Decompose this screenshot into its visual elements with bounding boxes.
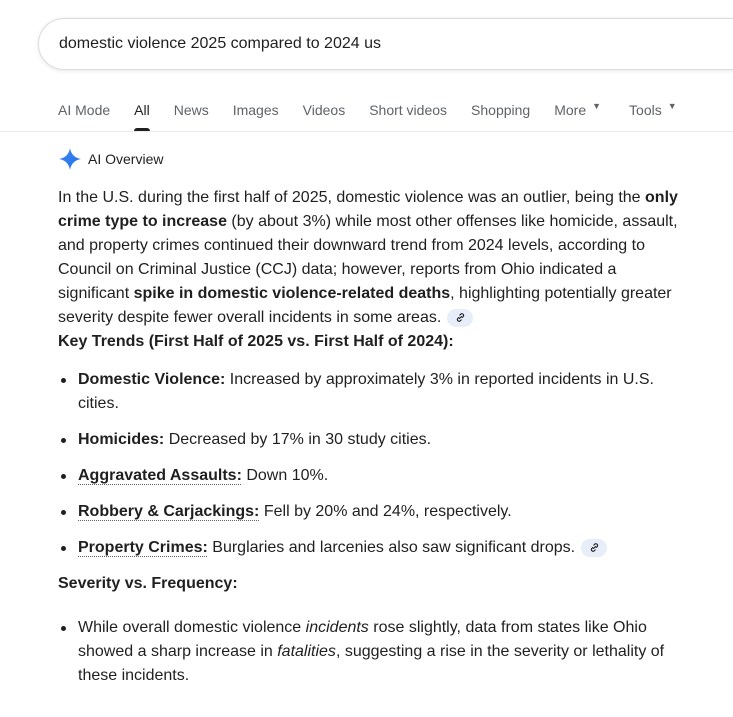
caret-down-icon: ▼: [592, 101, 602, 111]
list-item: [78, 536, 690, 560]
trend-text: Decreased by 17% in 30 study cities.: [164, 431, 432, 448]
trend-term: Homicides:: [78, 431, 165, 448]
link-icon: [455, 312, 466, 323]
tab-ai-mode[interactable]: AI Mode: [58, 102, 111, 118]
tab-short-videos[interactable]: Short videos: [369, 102, 448, 118]
tab-images[interactable]: Images: [232, 102, 279, 118]
list-item: While overall domestic violence incidents rose slightly, data from states like Ohio showed a sharp increase in fatalities, suggesting a rise in the severity or lethality of these incidents.: [78, 616, 690, 688]
source-link-chip[interactable]: [581, 539, 607, 557]
intro-paragraph: In the U.S. during the first half of 2025, domestic violence was an outlier, being the only crime type to increase (by about 3%) while most other offenses like homicide, assault, and property crimes continued their downward trend from 2024 levels, according to Council on Criminal Justice (CCJ) data; however, reports from Ohio indicated a significant spike in domestic violence-related deaths, highlighting potentially greater severity despite fewer overall incidents in some areas.: [58, 189, 678, 326]
source-link-chip[interactable]: [447, 309, 473, 327]
list-item: [78, 368, 690, 416]
ai-overview-label: AI Overview: [88, 151, 164, 167]
tab-shopping[interactable]: Shopping: [471, 102, 531, 118]
search-input[interactable]: [59, 19, 659, 69]
key-trends-title: Key Trends (First Half of 2025 vs. First Half of 2024):: [58, 333, 454, 350]
trend-text: Burglaries and larcenies also saw significant drops.: [207, 539, 576, 556]
tab-news[interactable]: News: [173, 102, 209, 118]
trend-term-link[interactable]: Aggravated Assaults:: [78, 467, 242, 484]
ai-overview-content: [58, 186, 690, 700]
link-icon: [589, 542, 600, 553]
trend-text: Down 10%.: [241, 467, 329, 484]
key-trends-list: [58, 368, 690, 560]
tab-tools[interactable]: [629, 95, 677, 131]
list-item: [78, 464, 690, 488]
tab-more-label: More: [554, 102, 587, 118]
list-item: [78, 428, 690, 452]
search-box[interactable]: [38, 18, 733, 70]
ai-overview-header: [58, 147, 163, 171]
tab-videos[interactable]: Videos: [302, 102, 346, 118]
tabs-divider: [0, 131, 733, 132]
list-item: [78, 500, 690, 524]
trend-term-link[interactable]: Robbery & Carjackings:: [78, 503, 260, 520]
trend-text: Fell by 20% and 24%, respectively.: [259, 503, 512, 520]
tab-more[interactable]: [554, 95, 601, 131]
search-tabs: [58, 95, 701, 131]
tab-tools-label: Tools: [629, 102, 662, 118]
severity-title: Severity vs. Frequency:: [58, 575, 238, 592]
trend-term-link[interactable]: Property Crimes:: [78, 539, 208, 556]
trend-term: Domestic Violence:: [78, 371, 226, 388]
severity-list: [58, 616, 690, 688]
tab-all[interactable]: All: [134, 95, 150, 131]
caret-down-icon: ▼: [667, 101, 677, 111]
gemini-sparkle-icon: [58, 147, 82, 171]
trend-text: Increased by approximately 3% in reported incidents in U.S. cities.: [78, 371, 654, 412]
